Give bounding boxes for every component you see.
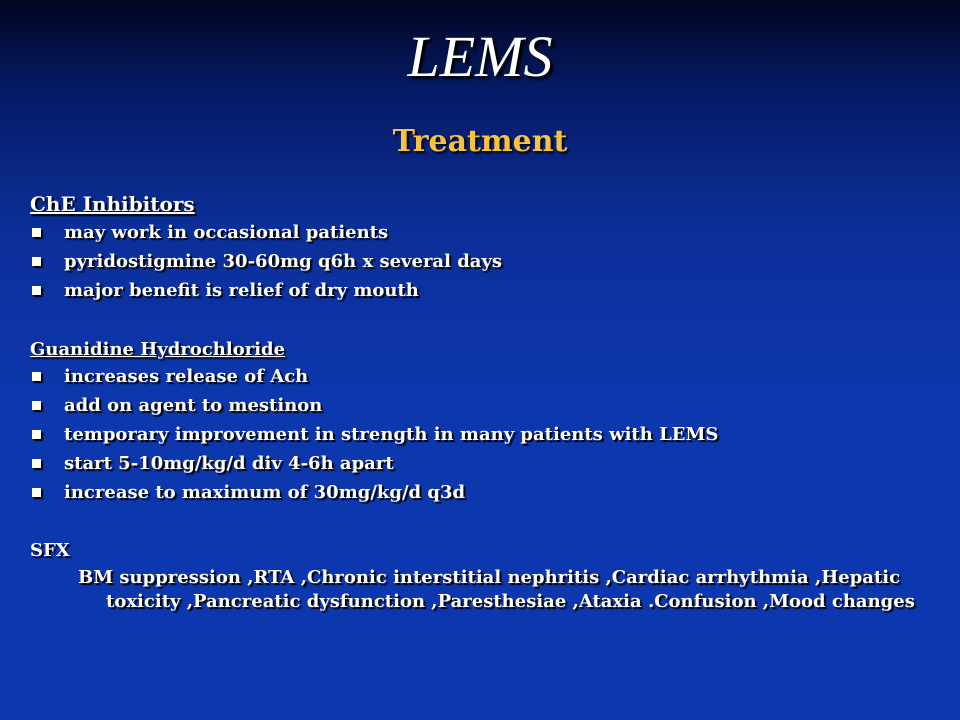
list-item: [30, 451, 930, 480]
list-item-text: major benefit is relief of dry mouth: [64, 280, 419, 301]
list-item-text: increases release of Ach: [64, 366, 309, 387]
guanidine-list: [30, 364, 930, 509]
list-item: [30, 480, 930, 509]
list-item-text: increase to maximum of 30mg/kg/d q3d: [64, 482, 466, 503]
sfx-heading: SFX: [30, 540, 70, 561]
list-item: [30, 422, 930, 451]
che-inhibitors-list: [30, 220, 930, 307]
square-bullet-icon: [32, 488, 41, 497]
square-bullet-icon: [32, 228, 41, 237]
slide-title: LEMS: [407, 24, 553, 89]
square-bullet-icon: [32, 459, 41, 468]
list-item: [30, 364, 930, 393]
sfx-side-effects-text: BM suppression ,RTA ,Chronic interstitial nephritis ,Cardiac arrhythmia ,Hepatic toxicity ,Pancreatic dysfunction ,Paresthesiae ,Ataxia .Confusion ,Mood changes: [78, 567, 915, 612]
square-bullet-icon: [32, 286, 41, 295]
list-item-text: may work in occasional patients: [64, 222, 389, 243]
slide-subtitle: Treatment: [392, 124, 568, 159]
square-bullet-icon: [32, 372, 41, 381]
list-item-text: start 5-10mg/kg/d div 4-6h apart: [64, 453, 394, 474]
square-bullet-icon: [32, 401, 41, 410]
list-item: [30, 220, 930, 249]
che-inhibitors-heading: ChE Inhibitors: [30, 192, 195, 216]
square-bullet-icon: [32, 257, 41, 266]
list-item: [30, 278, 930, 307]
list-item: [30, 393, 930, 422]
list-item-text: temporary improvement in strength in many patients with LEMS: [64, 424, 719, 445]
list-item-text: pyridostigmine 30-60mg q6h x several days: [64, 251, 503, 272]
guanidine-heading: Guanidine Hydrochloride: [30, 339, 286, 360]
square-bullet-icon: [32, 430, 41, 439]
list-item-text: add on agent to mestinon: [64, 395, 323, 416]
list-item: [30, 249, 930, 278]
